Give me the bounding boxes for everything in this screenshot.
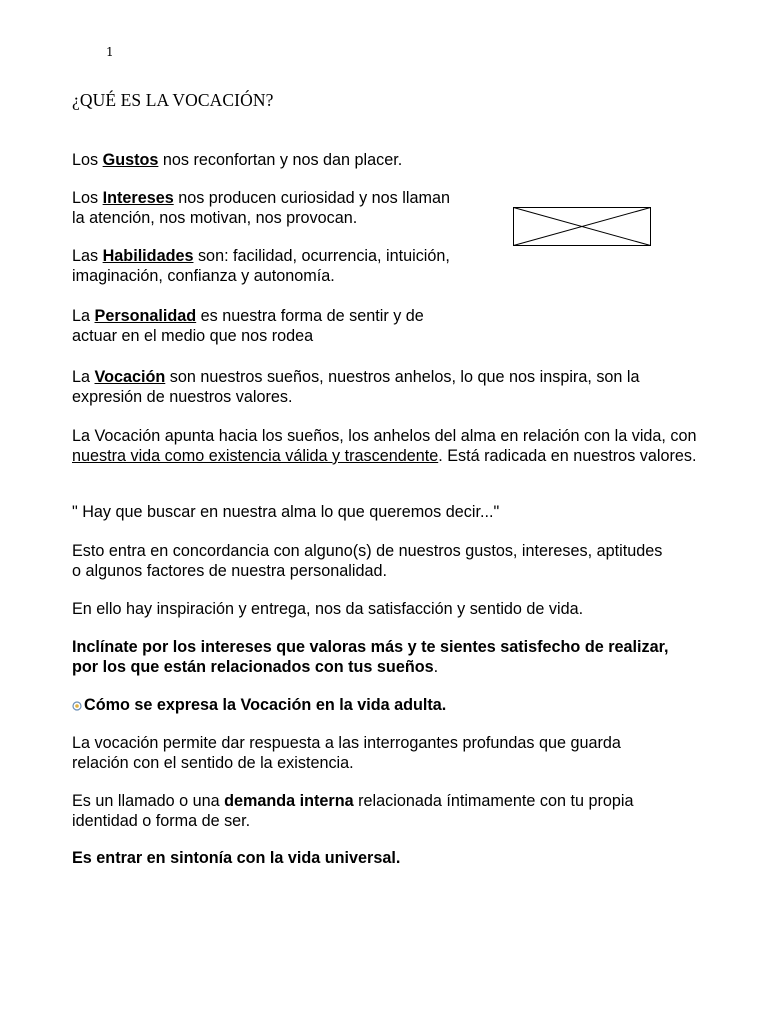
page-number: 1 xyxy=(106,45,114,59)
text-span: . Está radicada en nuestros valores. xyxy=(438,447,697,465)
paragraph-respuesta: La vocación permite dar respuesta a las interrogantes profundas que guarda relación con el sentido de la existencia. xyxy=(72,734,621,772)
underlined-phrase: nuestra vida como existencia válida y trascendente xyxy=(72,447,439,465)
paragraph-apunta xyxy=(72,426,697,466)
text-span: Las xyxy=(72,247,103,265)
text-span: son nuestros sueños, nuestros anhelos, lo que nos inspira, son la expresión de nuestros valores. xyxy=(72,368,640,406)
bold-text: demanda interna xyxy=(224,792,354,810)
text-span: . xyxy=(433,658,439,676)
term-personalidad: Personalidad xyxy=(94,307,197,325)
text-span: nos producen curiosidad y nos llaman la atención, nos motivan, nos provocan. xyxy=(72,189,450,227)
paragraph-personalidad xyxy=(72,306,467,346)
text-span: son: facilidad, ocurrencia, intuición, imaginación, confianza y autonomía. xyxy=(72,247,450,285)
text-span: Los xyxy=(72,151,103,169)
paragraph-vocacion xyxy=(72,367,697,407)
text-span: relacionada íntimamente con tu propia identidad o forma de ser. xyxy=(72,792,634,830)
term-vocacion: Vocación xyxy=(94,368,166,386)
paragraph-intereses xyxy=(72,188,452,228)
text-span: Es un llamado o una xyxy=(72,792,225,810)
term-habilidades: Habilidades xyxy=(102,247,194,265)
paragraph-gustos xyxy=(72,150,472,170)
text-span: nos reconfortan y nos dan placer. xyxy=(158,151,403,169)
paragraph-quote: " Hay que buscar en nuestra alma lo que queremos decir..." xyxy=(72,503,500,521)
bold-text: Inclínate por los intereses que valoras más y te sientes satisfecho de realizar, por los que están relacionados con tus sueños xyxy=(72,638,669,676)
broken-image-icon xyxy=(513,207,651,246)
text-span: La xyxy=(72,368,95,386)
paragraph-sintonia: Es entrar en sintonía con la vida universal. xyxy=(72,849,401,867)
text-span: es nuestra forma de sentir y de actuar en el medio que nos rodea xyxy=(72,307,424,345)
paragraph-inclinate xyxy=(72,637,682,677)
paragraph-inspiracion: En ello hay inspiración y entrega, nos da satisfacción y sentido de vida. xyxy=(72,600,584,618)
term-intereses: Intereses xyxy=(102,189,174,207)
section-heading-vida-adulta xyxy=(72,695,712,715)
page-title: ¿QUÉ ES LA VOCACIÓN? xyxy=(72,90,274,110)
term-gustos: Gustos xyxy=(102,151,159,169)
paragraph-habilidades xyxy=(72,246,452,286)
text-span: La Vocación apunta hacia los sueños, los anhelos del alma en relación con la vida, con xyxy=(72,427,697,445)
heading-text: Cómo se expresa la Vocación en la vida adulta. xyxy=(84,696,447,714)
text-span: Los xyxy=(72,189,103,207)
paragraph-concordancia: Esto entra en concordancia con alguno(s) de nuestros gustos, intereses, aptitudes o algunos factores de nuestra personalidad. xyxy=(72,542,663,580)
paragraph-llamado xyxy=(72,791,682,831)
text-span: La xyxy=(72,307,95,325)
bullet-icon xyxy=(72,701,82,711)
